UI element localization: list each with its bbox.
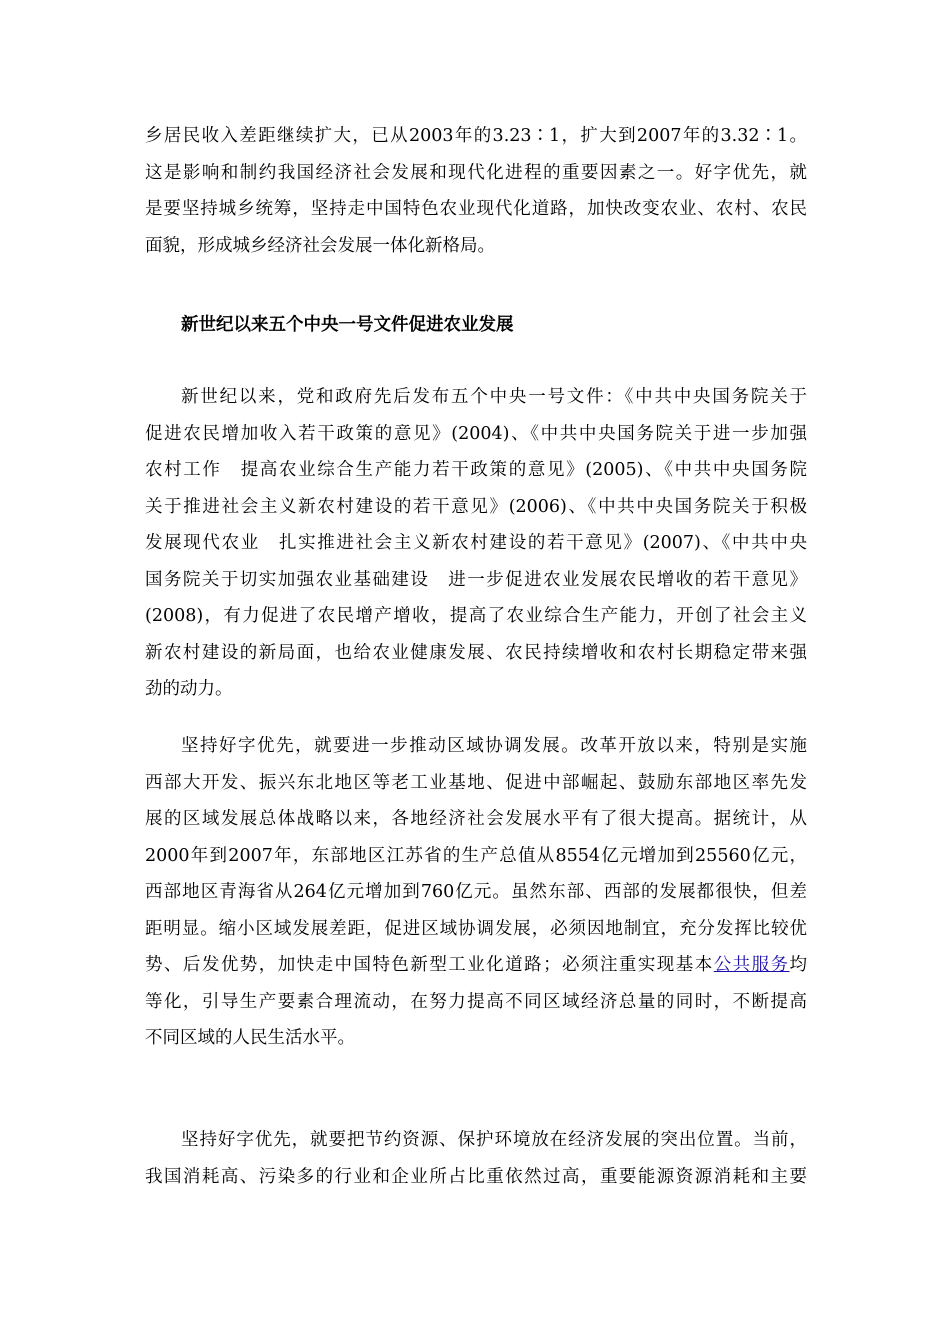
text-line: 新世纪以来，党和政府先后发布五个中央一号文件：《中共中央国务院关于 bbox=[181, 387, 807, 407]
text-line: 坚持好字优先，就要把节约资源、保护环境放在经济发展的突出位置。当前， bbox=[181, 1130, 807, 1150]
paragraph-regional-development bbox=[145, 728, 807, 1057]
text-line: 农村工作 提高农业综合生产能力若干政策的意见》(2005)、《中共中央国务院 bbox=[145, 460, 807, 480]
text-line: 国务院关于切实加强农业基础建设 进一步促进农业发展农民增收的若干意见》 bbox=[145, 569, 807, 590]
text-line: 发展现代农业 扎实推进社会主义新农村建设的若干意见》(2007)、《中共中央 bbox=[145, 533, 807, 553]
paragraph-resources-environment bbox=[145, 1122, 807, 1195]
text-segment: 均 bbox=[789, 955, 807, 975]
paragraph-urban-rural-gap bbox=[145, 118, 807, 264]
text-line: 劲的动力。 bbox=[145, 679, 233, 699]
text-line: 不同区域的人民生活水平。 bbox=[145, 1028, 355, 1048]
text-line: 等化，引导生产要素合理流动，在努力提高不同区域经济总量的同时，不断提高 bbox=[145, 991, 807, 1012]
text-line: 坚持好字优先，就要进一步推动区域协调发展。改革开放以来，特别是实施 bbox=[181, 736, 807, 756]
paragraph-central-documents bbox=[145, 379, 807, 708]
text-line: 我国消耗高、污染多的行业和企业所占比重依然过高，重要能源资源消耗和主要 bbox=[145, 1166, 807, 1187]
text-line: 关于推进社会主义新农村建设的若干意见》(2006)、《中共中央国务院关于积极 bbox=[145, 496, 807, 517]
section-heading: 新世纪以来五个中央一号文件促进农业发展 bbox=[181, 315, 514, 335]
public-service-link[interactable]: 公共服务 bbox=[713, 955, 790, 975]
text-line: 新农村建设的新局面，也给农业健康发展、农民持续增收和农村长期稳定带来强 bbox=[145, 642, 807, 663]
text-line: 展的区域发展总体战略以来，各地经济社会发展水平有了很大提高。据统计，从 bbox=[145, 809, 807, 829]
text-line: (2008)，有力促进了农民增产增收，提高了农业综合生产能力，开创了社会主义 bbox=[145, 606, 807, 626]
text-line: 这是影响和制约我国经济社会发展和现代化进程的重要因素之一。好字优先，就 bbox=[145, 162, 807, 183]
text-line: 促进农民增加收入若干政策的意见》(2004)、《中共中央国务院关于进一步加强 bbox=[145, 423, 807, 444]
text-line: 面貌，形成城乡经济社会发展一体化新格局。 bbox=[145, 235, 495, 256]
text-line: 乡居民收入差距继续扩大，已从2003年的3.23∶1，扩大到2007年的3.32∶1。 bbox=[145, 126, 807, 146]
text-line: 西部地区青海省从264亿元增加到760亿元。虽然东部、西部的发展都很快，但差 bbox=[145, 882, 807, 902]
text-line: 距明显。缩小区域发展差距，促进区域协调发展，必须因地制宜，充分发挥比较优 bbox=[145, 918, 807, 939]
text-line: 是要坚持城乡统筹，坚持走中国特色农业现代化道路，加快改变农业、农村、农民 bbox=[145, 199, 807, 219]
text-line-with-link bbox=[145, 947, 807, 984]
text-line: 2000年到2007年，东部地区江苏省的生产总值从8554亿元增加到25560亿元， bbox=[145, 845, 807, 866]
text-segment: 势、后发优势，加快走中国特色新型工业化道路；必须注重实现基本 bbox=[145, 955, 714, 975]
text-line: 西部大开发、振兴东北地区等老工业基地、促进中部崛起、鼓励东部地区率先发 bbox=[145, 772, 807, 793]
